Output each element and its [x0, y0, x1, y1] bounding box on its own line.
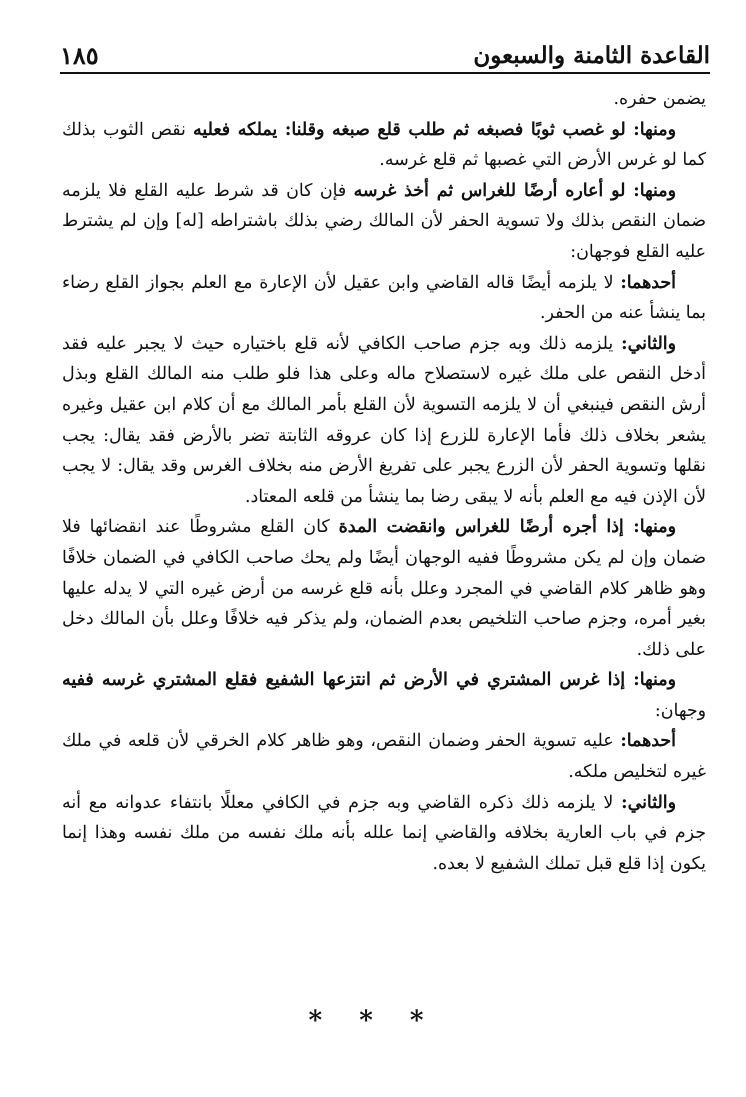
page-number: ١٨٥: [60, 40, 99, 70]
paragraph: [62, 329, 706, 513]
paragraph: [62, 84, 706, 115]
paragraph: [62, 726, 706, 787]
paragraph-lead: ومنها: لو غصب ثوبًا فصبغه ثم طلب قلع صبغه وقلنا: يملكه فعليه: [193, 119, 676, 140]
paragraph: [62, 176, 706, 268]
paragraph-text: يضمن حفره.: [613, 89, 706, 109]
running-header: [60, 38, 710, 74]
paragraph: [62, 512, 706, 665]
paragraph-text: فإن كان قد شرط عليه القلع فلا يلزمه ضمان النقص بذلك ولا تسوية الحفر لأن المالك رضي بذلك باشتراطه [له] وإن لم يشترط عليه القلع فوجهان:: [62, 180, 706, 262]
paragraph-text: نقص الثوب بذلك كما لو غرس الأرض التي غصبها ثم قلع غرسه.: [62, 119, 706, 171]
paragraph: [62, 788, 706, 880]
paragraph-lead: أحدهما:: [620, 272, 676, 293]
paragraph-text: يلزمه ذلك وبه جزم صاحب الكافي لأنه قلع باختياره حيث لا يجبر عليه فقد أدخل النقص على ملك غيره لاستصلاح ماله وعلى هذا فلو طلب منه المالك القلع وبذل أرش النقص فينبغي أن لا يلزمه التسوية لأن القلع بأمر المالك مع أن كلام ابن عقيل وغيره يشعر بخلاف ذلك فأما الإعارة للزرع إذا كان عروقه الثابتة تضر بالأرض فقد يقال: يجب نقلها وتسوية الحفر لأن الزرع يجبر على تفريغ الأرض منه بخلاف الغرس وقد يقال: لا يجب لأن الإذن فيه مع العلم بأنه لا يبقى رضا بما ينشأ من قلعه المعتاد.: [62, 333, 706, 507]
paragraph-lead: ومنها: إذا أجره أرضًا للغراس وانقضت المدة: [338, 517, 676, 538]
paragraph-lead: أحدهما:: [620, 731, 676, 752]
paragraph-text: وجهان:: [654, 700, 706, 721]
paragraph-text: لا يلزمه أيضًا قاله القاضي وابن عقيل لأن الإعارة مع العلم بجواز القلع رضاء بما ينشأ عنه من الحفر.: [62, 272, 706, 324]
paragraph-text: عليه تسوية الحفر وضمان النقص، وهو ظاهر كلام الخرقي لأن قلعه في ملك غيره لتخليص ملكه.: [62, 731, 706, 783]
body-text: [62, 84, 706, 879]
section-end-ornament: * * *: [308, 1006, 438, 1036]
paragraph-lead: والثاني:: [621, 333, 676, 354]
paragraph-lead: ومنها: لو أعاره أرضًا للغراس ثم أخذ غرسه: [353, 180, 676, 201]
paragraph: [62, 115, 706, 176]
paragraph-lead: ومنها: إذا غرس المشتري في الأرض ثم انتزعها الشفيع فقلع المشتري غرسه ففيه: [62, 670, 676, 691]
chapter-title: القاعدة الثامنة والسبعون: [473, 41, 710, 69]
paragraph: [62, 268, 706, 329]
paragraph-text: كان القلع مشروطًا عند انقضائها فلا ضمان وإن لم يكن مشروطًا ففيه الوجهان أيضًا ولم يحك صاحب الكافي في الضمان خلافًا وهو ظاهر كلام القاضي في المجرد وعلل بأنه قلع غرسه من أرض غيره التي لا يدله عليها بغير أمره، وجزم صاحب التلخيص بعدم الضمان، ولم يذكر فيه خلافًا وعلل بأن المالك دخل على ذلك.: [62, 517, 707, 660]
paragraph-text: لا يلزمه ذلك ذكره القاضي وبه جزم في الكافي معللًا بانتفاء عدوانه مع أنه جزم في باب العارية بخلافه والقاضي إنما علله بأنه ملك نفسه من ملك نفسه وهذا إنما يكون إذا قلع قبل تملك الشفيع لا بعده.: [62, 792, 706, 874]
paragraph-lead: والثاني:: [621, 792, 677, 813]
paragraph: [62, 665, 706, 726]
